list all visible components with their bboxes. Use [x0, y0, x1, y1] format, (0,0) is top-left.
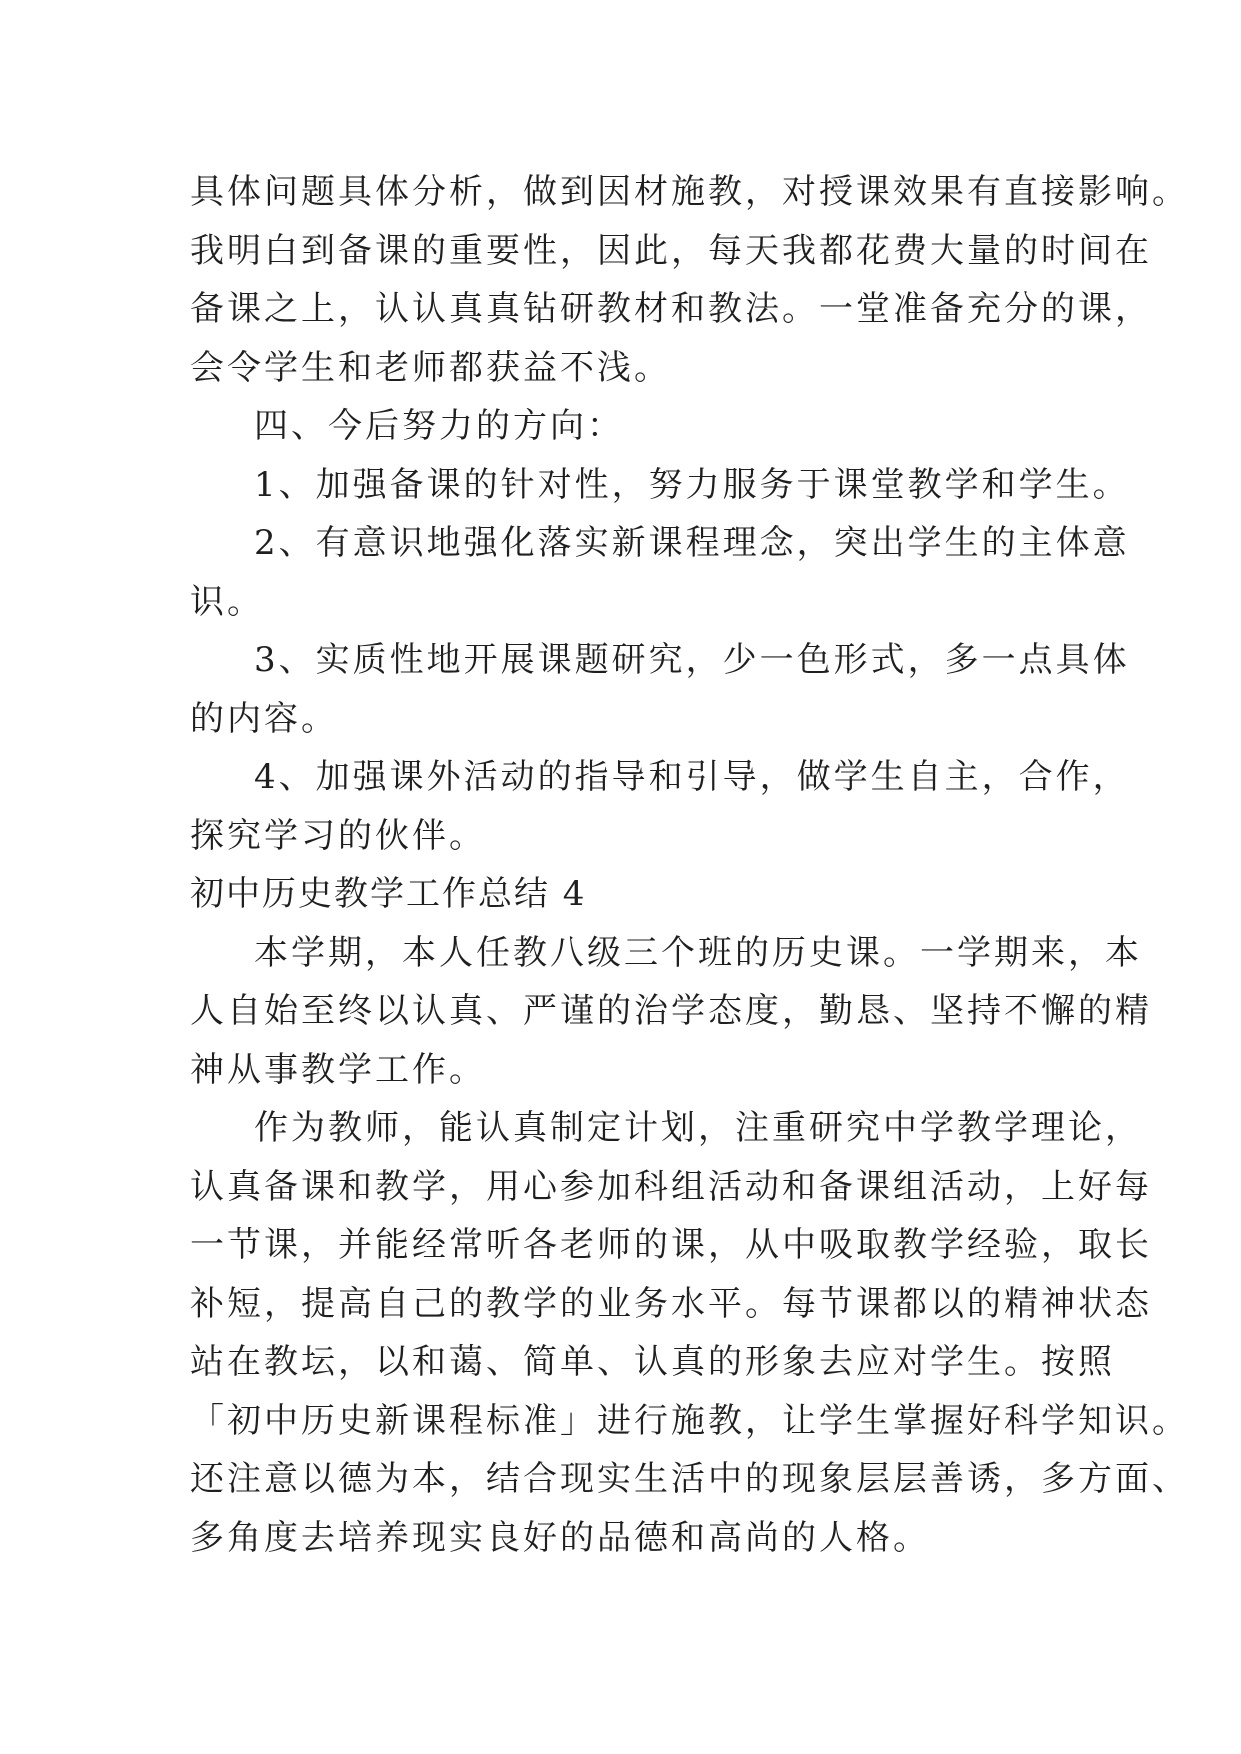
- list-item: 4、加强课外活动的指导和引导，做学生自主，合作，: [254, 757, 1130, 797]
- list-item: 1、加强备课的针对性，努力服务于课堂教学和学生。: [254, 464, 1130, 505]
- paragraph-start: 本学期，本人任教八级三个班的历史课。一学期来，本: [254, 932, 1142, 973]
- document-body: [190, 163, 1189, 1567]
- text-line: 神从事教学工作。: [190, 1049, 486, 1090]
- article-title: 初中历史教学工作总结 4: [190, 874, 587, 914]
- text-line: 会令学生和老师都获益不浅。: [190, 347, 671, 388]
- text-line: 「初中历史新课程标准」进行施教，让学生掌握好科学知识。: [190, 1400, 1189, 1441]
- text-line: 人自始至终以认真、严谨的治学态度，勤恳、坚持不懈的精: [190, 991, 1152, 1031]
- text-line: 还注意以德为本，结合现实生活中的现象层层善诱，多方面、: [190, 1459, 1189, 1499]
- text-line: 探究学习的伙伴。: [190, 815, 486, 856]
- text-line: 补短，提高自己的教学的业务水平。每节课都以的精神状态: [190, 1283, 1152, 1324]
- text-line: 的内容。: [190, 698, 338, 739]
- paragraph-start: 作为教师，能认真制定计划，注重研究中学教学理论，: [254, 1108, 1142, 1148]
- text-line: 具体问题具体分析，做到因材施教，对授课效果有直接影响。: [190, 172, 1189, 212]
- text-line: 一节课，并能经常听各老师的课，从中吸取教学经验，取长: [190, 1225, 1152, 1265]
- section-heading: 四、今后努力的方向：: [254, 406, 624, 446]
- text-line: 我明白到备课的重要性，因此，每天我都花费大量的时间在: [190, 230, 1152, 271]
- text-line: 认真备课和教学，用心参加科组活动和备课组活动，上好每: [190, 1166, 1152, 1207]
- text-line: 多角度去培养现实良好的品德和高尚的人格。: [190, 1517, 930, 1558]
- list-item: 3、实质性地开展课题研究，少一色形式，多一点具体: [254, 640, 1130, 680]
- list-item: 2、有意识地强化落实新课程理念，突出学生的主体意: [254, 523, 1130, 563]
- text-line: 识。: [190, 581, 264, 622]
- text-line: 站在教坛，以和蔼、简单、认真的形象去应对学生。按照: [190, 1342, 1115, 1382]
- text-line: 备课之上，认认真真钻研教材和教法。一堂准备充分的课，: [190, 289, 1152, 329]
